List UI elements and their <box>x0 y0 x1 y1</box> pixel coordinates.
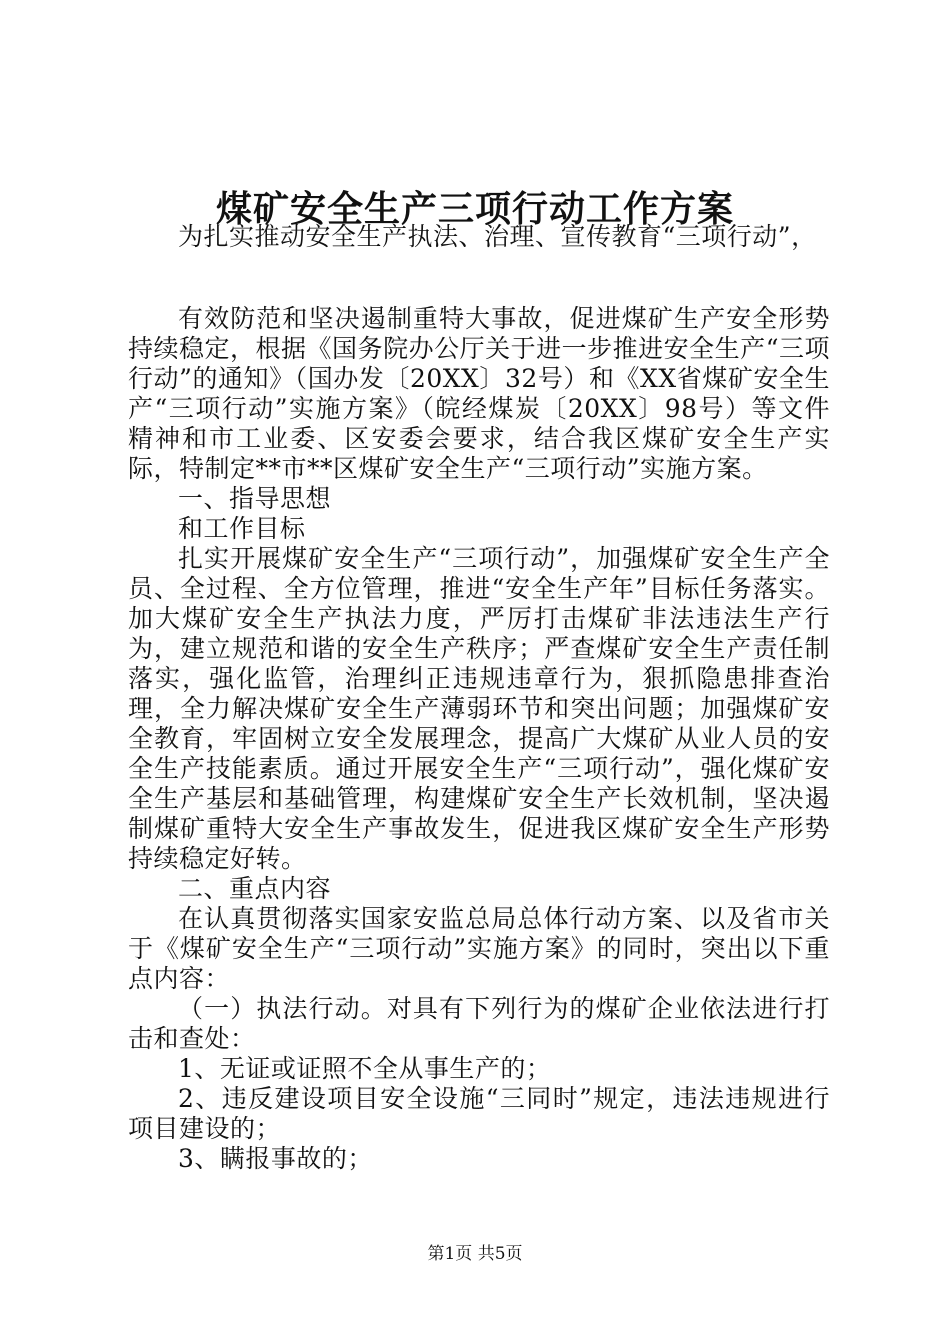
list-item-1: 1、无证或证照不全从事生产的； <box>178 1054 552 1083</box>
document-title: 煤矿安全生产三项行动工作方案 <box>215 188 734 230</box>
section-heading-key-content: 二、重点内容 <box>178 874 332 903</box>
list-item-3: 3、瞒报事故的； <box>178 1144 373 1173</box>
paragraph-goals: 扎实开展煤矿安全生产“三项行动”，加强煤矿安全生产全员、全过程、全方位管理，推进“安全生产年”目标任务落实。加大煤矿安全生产执法力度，严厉打击煤矿非法违法生产行为，建立规范和谐的安全生产秩序；严查煤矿安全生产责任制落实，强化监管，治理纠正违规违章行为，狠抓隐患排查治理，全力解决煤矿安全生产薄弱环节和突出问题；加强煤矿安全教育，牢固树立安全发展理念，提高广大煤矿从业人员的安全生产技能素质。通过开展安全生产“三项行动”，强化煤矿安全生产基层和基础管理，构建煤矿安全生产长效机制，坚决遏制煤矿重特大安全生产事故发生，促进我区煤矿安全生产形势持续稳定好转。 <box>128 544 830 873</box>
section-heading-goals: 和工作目标 <box>178 514 306 543</box>
paragraph-intro: 为扎实推动安全生产执法、治理、宣传教育“三项行动”， <box>178 222 817 251</box>
paragraph-enforcement: （一）执法行动。对具有下列行为的煤矿企业依法进行打击和查处： <box>128 994 830 1053</box>
section-heading-guiding-thought: 一、指导思想 <box>178 484 332 513</box>
document-body <box>128 222 830 1174</box>
list-item-2: 2、违反建设项目安全设施“三同时”规定，违法违规进行项目建设的； <box>128 1084 830 1143</box>
paragraph-basis: 有效防范和坚决遏制重特大事故，促进煤矿生产安全形势持续稳定，根据《国务院办公厅关于进一步推进安全生产“三项行动”的通知》（国办发〔20XX〕32号）和《XX省煤矿安全生产“三项行动”实施方案》（皖经煤炭〔20XX〕98号）等文件精神和市工业委、区安委会要求，结合我区煤矿安全生产实际，特制定**市**区煤矿安全生产“三项行动”实施方案。 <box>128 304 830 483</box>
page-number: 第1页 共5页 <box>427 1244 523 1264</box>
paragraph-key-content: 在认真贯彻落实国家安监总局总体行动方案、以及省市关于《煤矿安全生产“三项行动”实施方案》的同时，突出以下重点内容： <box>128 904 830 993</box>
